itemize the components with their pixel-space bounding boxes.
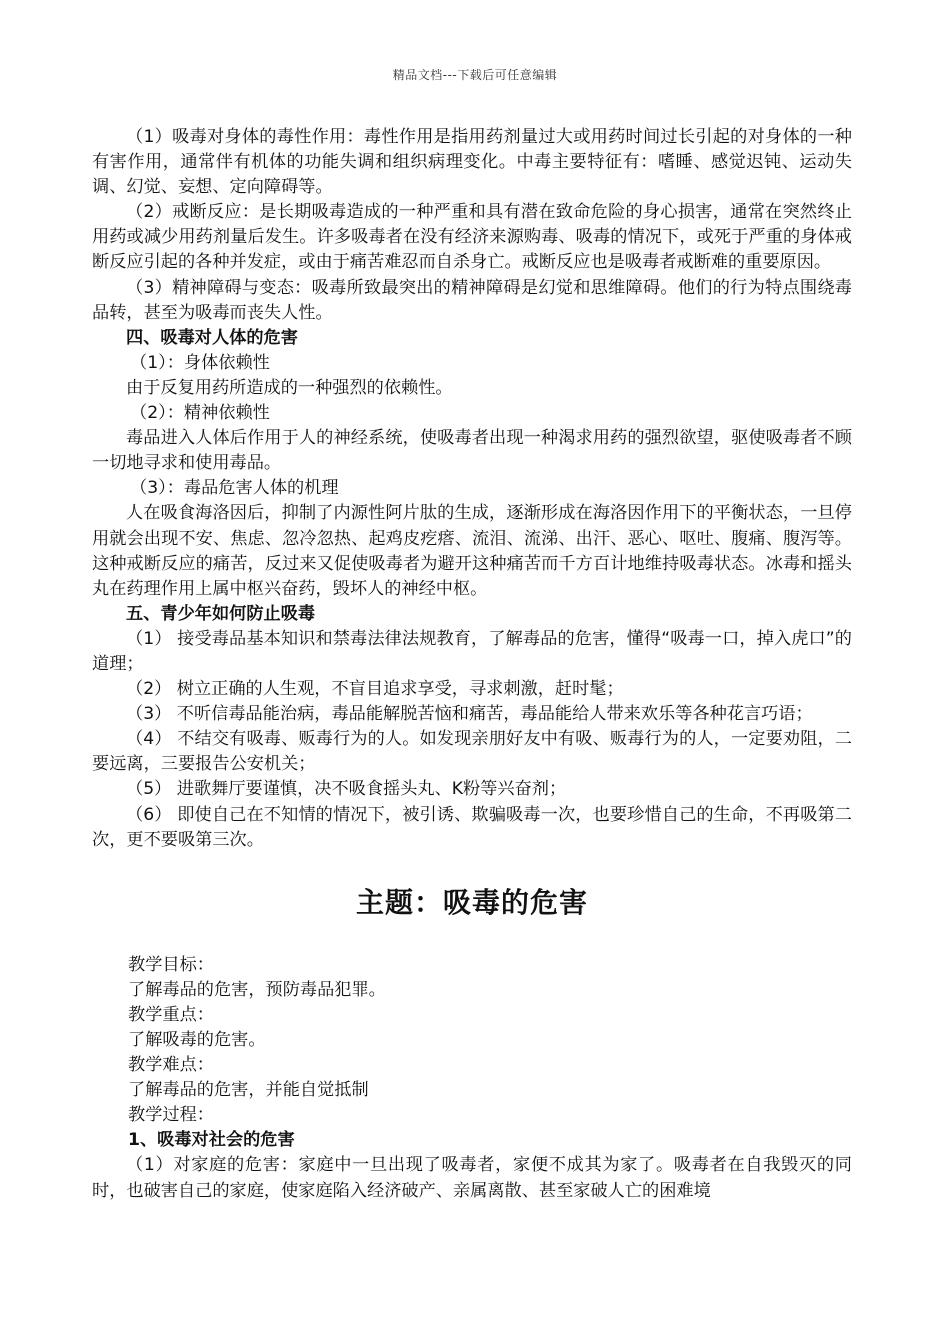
prevention-item: （1） 接受毒品基本知识和禁毒法律法规教育，了解毒品的危害，懂得“吸毒一口，掉入虎口”的道理；	[92, 628, 852, 674]
page-header: 精品文档---下载后可任意编辑	[392, 68, 558, 82]
item-label-mechanism: （3）：毒品危害人体的机理	[130, 478, 339, 499]
teaching-process-label: 教学过程：	[128, 1105, 214, 1126]
prevention-item: （4） 不结交有吸毒、贩毒行为的人。如发现亲朋好友中有吸、贩毒行为的人，一定要劝阻，二要远离，三要报告公安机关；	[92, 729, 852, 775]
section-heading-harm-to-society: 1、吸毒对社会的危害	[128, 1130, 295, 1151]
paragraph-withdrawal: （2）戒断反应：是长期吸毒造成的一种严重和具有潜在致命危险的身心损害，通常在突然终止用药或减少用药剂量后发生。许多吸毒者在没有经济来源购毒、吸毒的情况下，或死于严重的身体戒断反应引起的各种并发症，或由于痛苦难忍而自杀身亡。戒断反应也是吸毒者戒断难的重要原因。	[92, 202, 852, 273]
item-label-mental-dependence: （2）：精神依赖性	[130, 403, 270, 424]
section-heading-harm-to-body: 四、吸毒对人体的危害	[126, 327, 298, 348]
document-body	[92, 125, 852, 1204]
teaching-difficulty-label: 教学难点：	[128, 1055, 214, 1076]
item-text-mental-dependence: 毒品进入人体后作用于人的神经系统，使吸毒者出现一种渴求用药的强烈欲望，驱使吸毒者不顾一切地寻求和使用毒品。	[92, 428, 852, 474]
item-label-physical-dependence: （1）：身体依赖性	[130, 352, 270, 373]
section-heading-prevention: 五、青少年如何防止吸毒	[126, 603, 316, 624]
item-text-mechanism: 人在吸食海洛因后，抑制了内源性阿片肽的生成，逐渐形成在海洛因作用下的平衡状态，一旦停用就会出现不安、焦虑、忽冷忽热、起鸡皮疙瘩、流泪、流涕、出汗、恶心、呕吐、腹痛、腹泻等。这种戒断反应的痛苦，反过来又促使吸毒者为避开这种痛苦而千方百计地维持吸毒状态。冰毒和摇头丸在药理作用上属中枢兴奋药，毁坏人的神经中枢。	[92, 503, 852, 599]
prevention-item: （6） 即使自己在不知情的情况下，被引诱、欺骗吸毒一次，也要珍惜自己的生命，不再吸第二次，更不要吸第三次。	[92, 804, 852, 850]
teaching-goal-label: 教学目标：	[128, 954, 214, 975]
paragraph-mental-disorder: （3）精神障碍与变态：吸毒所致最突出的精神障碍是幻觉和思维障碍。他们的行为特点围绕毒品转，甚至为吸毒而丧失人性。	[92, 277, 852, 323]
prevention-item: （5） 进歌舞厅要谨慎，决不吸食摇头丸、K粉等兴奋剂；	[126, 779, 567, 800]
teaching-key-label: 教学重点：	[128, 1004, 214, 1025]
prevention-item: （3） 不听信毒品能治病，毒品能解脱苦恼和痛苦，毒品能给人带来欢乐等各种花言巧语；	[126, 704, 813, 725]
teaching-goal-text: 了解毒品的危害，预防毒品犯罪。	[128, 979, 386, 1000]
teaching-difficulty-text: 了解毒品的危害，并能自觉抵制	[128, 1080, 369, 1101]
paragraph-toxicity: （1）吸毒对身体的毒性作用：毒性作用是指用药剂量过大或用药时间过长引起的对身体的一种有害作用，通常伴有机体的功能失调和组织病理变化。中毒主要特征有：嗜睡、感觉迟钝、运动失调、幻觉、妄想、定向障碍等。	[92, 127, 852, 198]
prevention-item: （2） 树立正确的人生观，不盲目追求享受，寻求刺激，赶时髦；	[126, 679, 624, 700]
lesson-title: 主题：吸毒的危害	[355, 885, 588, 919]
item-text-physical-dependence: 由于反复用药所造成的一种强烈的依赖性。	[126, 377, 453, 398]
paragraph-harm-to-family: （1）对家庭的危害：家庭中一旦出现了吸毒者，家便不成其为家了。吸毒者在自我毁灭的同时，也破害自己的家庭，使家庭陷入经济破产、亲属离散、甚至家破人亡的困难境	[92, 1155, 852, 1201]
teaching-key-text: 了解吸毒的危害。	[128, 1030, 266, 1050]
